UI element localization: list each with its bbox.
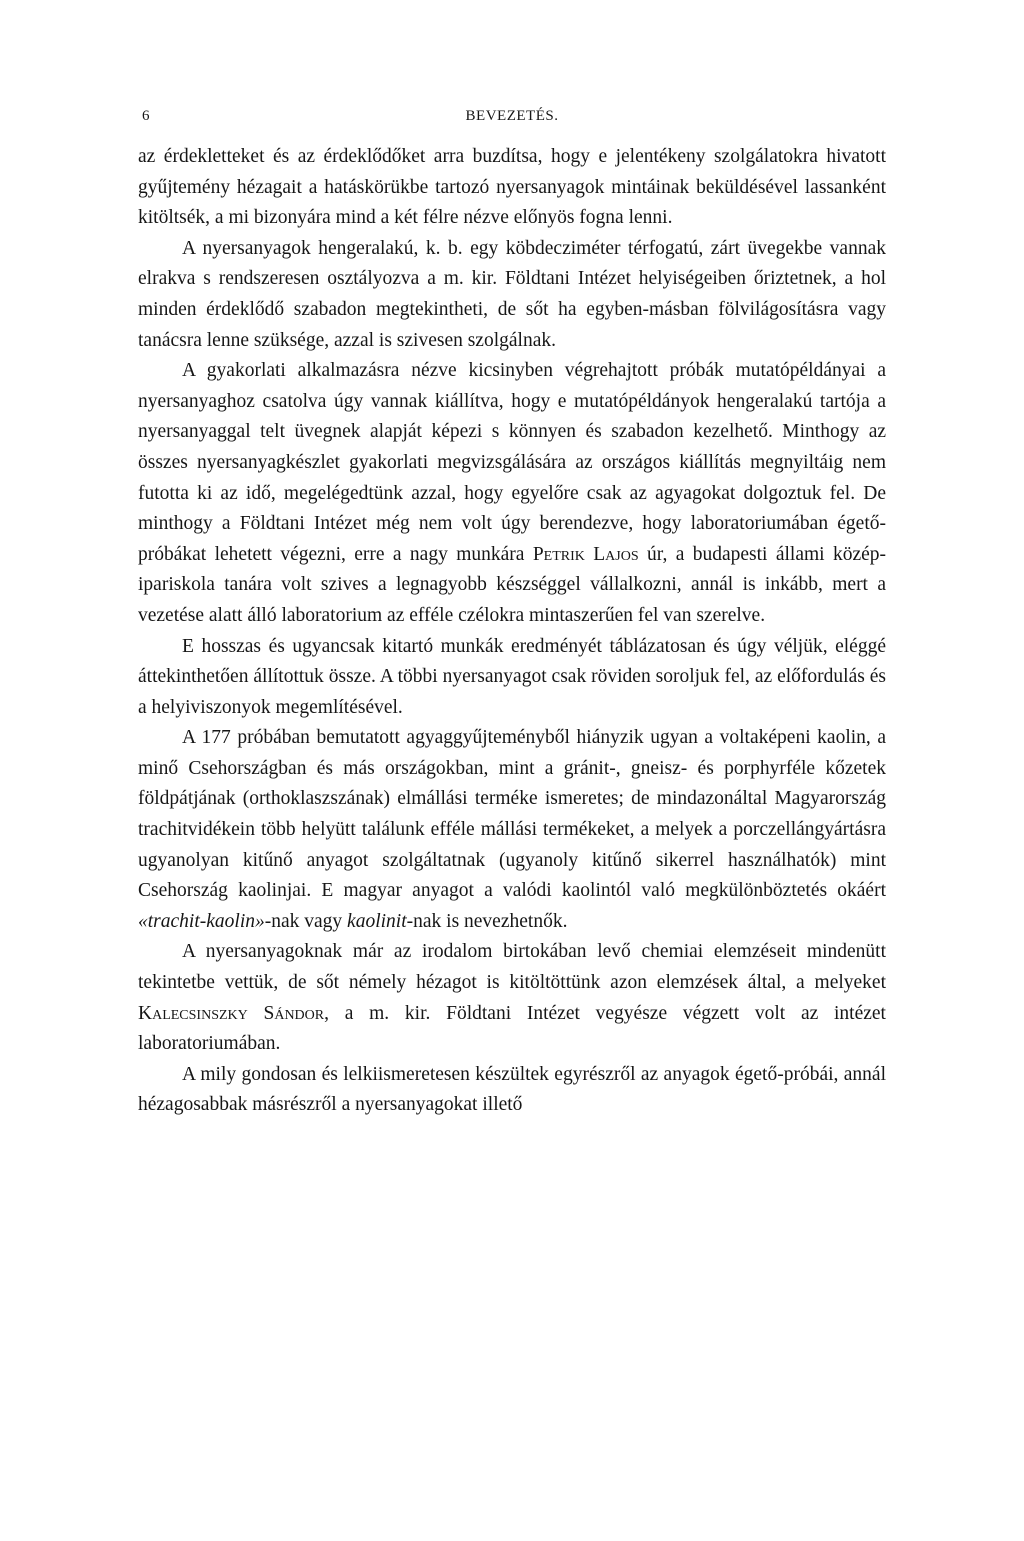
paragraph-3 [138, 356, 886, 631]
paragraph-2-text: A nyersanyagok hengeralakú, k. b. egy köbdecziméter térfogatú, zárt üvegekbe vannak elrakva s rendszeresen osztályozva a m. kir. Földtani Intézet helyiségeiben őriztetnek, a hol minden érdeklődő szabadon megtekintheti, de sőt ha egyben-másban fölvilágosításra vagy tanácsra lenne szüksége, azzal is szivesen szolgálnak. [138, 237, 886, 351]
paragraph-3-text-b: úr, a budapesti állami közép-ipariskola tanára volt szives a legnagyobb készséggel vállalkozni, annál is inkább, mert a vezetése alatt álló laboratorium az efféle czélokra mintaszerűen fel van szerelve. [138, 543, 886, 626]
running-title: BEVEZETÉS. [465, 108, 559, 124]
paragraph-4-text: E hosszas és ugyancsak kitartó munkák eredményét táblázatosan és úgy véljük, eléggé áttekinthetően állítottuk össze. A többi nyersanyagot csak röviden soroljuk fel, az előfordulás és a helyiviszonyok megemlítésével. [138, 635, 886, 718]
paragraph-5 [138, 723, 886, 937]
paragraph-2 [138, 234, 886, 356]
paragraph-7-text: A mily gondosan és lelkiismeretesen készültek egyrészről az anyagok égető-próbái, annál hézagosabbak másrészről a nyersanyagokat illető [138, 1063, 886, 1116]
book-page [138, 108, 886, 1121]
person-name-petrik-lajos: Petrik Lajos [532, 543, 639, 565]
paragraph-5-text-c: -nak is nevezhetnők. [406, 910, 568, 932]
paragraph-5-text-b: -nak vagy [264, 910, 348, 932]
person-name-kalecsinszky-sandor: Kalecsinszky Sándor [138, 1002, 325, 1024]
paragraph-6-text-b: , a m. kir. Földtani Intézet vegyésze végzett volt az intézet laboratoriumában. [138, 1002, 886, 1055]
running-head [138, 108, 886, 138]
paragraph-1-text: az érdekletteket és az érdeklődőket arra buzdítsa, hogy e jelentékeny szolgálatokra hivatott gyűjtemény hézagait a hatáskörükbe tartozó nyersanyagok mintáinak beküldésével lassanként kitöltsék, a mi bizonyára mind a két félre nézve előnyös fogna lenni. [138, 146, 886, 229]
page-number: 6 [142, 108, 150, 124]
paragraph-3-text-a: A gyakorlati alkalmazásra nézve kicsinyben végrehajtott próbák mutatópéldányai a nyersanyaghoz csatolva úgy vannak kiállítva, hogy e mutatópéldányok hengeralakú tartója a nyersanyaggal telt üvegnek alapját képezi s könnyen és szabadon kezelhető. Minthogy az összes nyersanyagkészlet gyakorlati megvizsgálására az országos kiállítás megnyiltáig nem futotta ki az idő, megelégedtünk azzal, hogy egyelőre csak az agyagokat dolgoztuk fel. De minthogy a Földtani Intézet még nem volt úgy berendezve, hogy laboratoriumában égető-próbákat lehetett végezni, erre a nagy munkára [138, 360, 886, 565]
paragraph-4 [138, 632, 886, 724]
paragraph-5-text-a: A 177 próbában bemutatott agyaggyűjteményből hiányzik ugyan a voltaképeni kaolin, a minő Csehországban és más országokban, mint a gránit-, gneisz- és porphyrféle kőzetek földpátjának (orthoklaszszának) elmállási terméke ismeretes; de mindazonáltal Magyarország trachitvidékein több helyütt találunk efféle mállási termékeket, a melyek a porczellángyártásra ugyanolyan kitűnő anyagot szolgáltatnak (ugyanoly kitűnő sikerrel használhatók) mint Csehország kaolinjai. E magyar anyagot a valódi kaolintól való megkülönböztetés okáért [138, 727, 886, 902]
body-text [138, 142, 886, 1121]
term-trachit-kaolin: «trachit-kaolin» [138, 910, 265, 932]
paragraph-6 [138, 937, 886, 1059]
paragraph-1 [138, 142, 886, 234]
paragraph-7 [138, 1060, 886, 1121]
term-kaolinit: kaolinit [347, 910, 407, 932]
paragraph-6-text-a: A nyersanyagoknak már az irodalom birtokában levő chemiai elemzéseit mindenütt tekintetbe vettük, de sőt némely hézagot is kitöltöttünk azon elemzések által, a melyeket [138, 941, 886, 994]
